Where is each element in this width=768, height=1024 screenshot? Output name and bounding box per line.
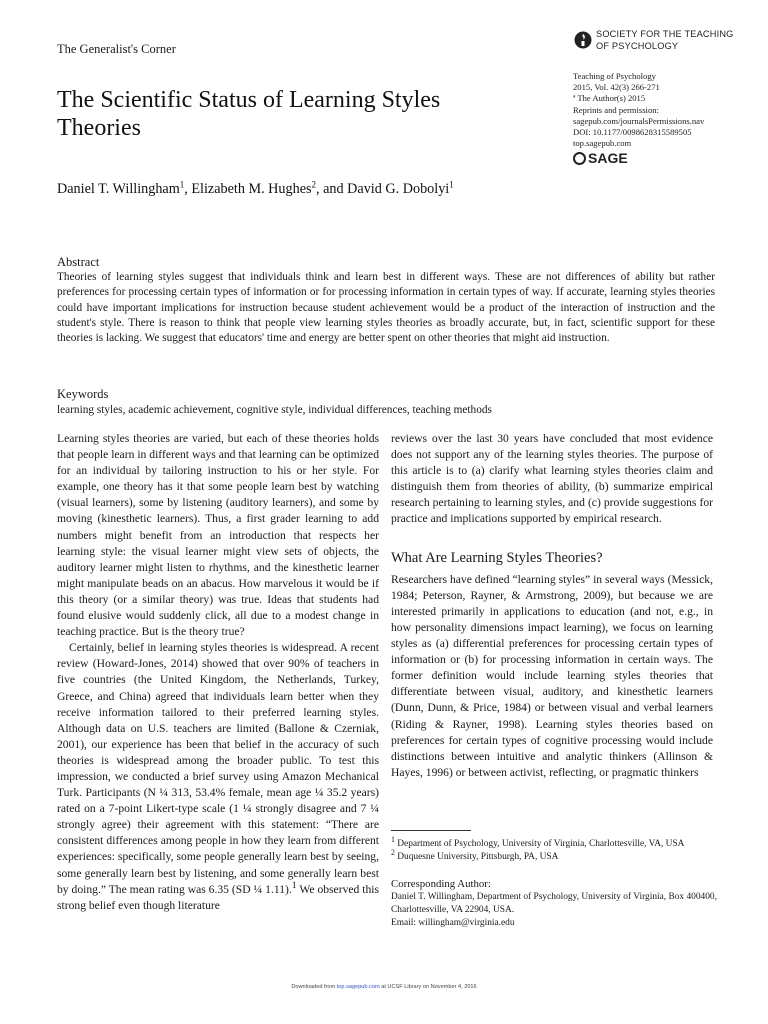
download-suffix: at UCSF Library on November 4, 2016 <box>379 984 477 990</box>
author-name: Daniel T. Willingham <box>57 181 180 197</box>
affiliation-footnotes <box>391 834 721 864</box>
footnote-ref[interactable]: 1 <box>291 879 297 891</box>
body-paragraph: reviews over the last 30 years have concluded that most evidence does not support any of the learning styles theories. The purpose of this article is to (a) clarify what learning styles theories claim and distinguish them from theories of ability, (b) summarize empirical research pertaining to learning styles, and (c) provide suggestions for practice and implications supported by empirical research. <box>391 432 713 526</box>
journal-doi[interactable]: DOI: 10.1177/0098628315589505 <box>573 127 692 138</box>
body-paragraph <box>57 640 379 914</box>
society-logo-block <box>574 28 734 52</box>
journal-info <box>573 71 743 149</box>
keywords-heading: Keywords <box>57 387 109 401</box>
author-separator: , and <box>316 181 348 197</box>
body-paragraph-text: Certainly, belief in learning styles theories is widespread. A recent review (Howard-Jones, 2014) showed that over 90% of teachers in five countries (the United Kingdom, the Netherlands, Turkey, Greece, and China) agreed that individuals learn better when they receive information tailored to their preferred learning styles. Although data on U.S. teachers are limited (Ballone & Czerniak, 2001), our experience has been that belief in the accuracy of such theories is widespread among the broader public. To test this impression, we conducted a brief survey using Amazon Mechanical Turk. Participants (N ¼ 313, 53.4% female, mean age ¼ 35.2 years) rated on a 7-point Likert-type scale (1 ¼ strongly disagree and 7 ¼ strongly agree) their agreement with this statement: “There are consistent differences among people in how they learn from different experiences: specifically, some people generally learn best by seeing, some generally learn best by listening, and some generally learn best by doing.” The mean rating was 6.35 (SD ¼ 1.11). <box>57 641 379 896</box>
torch-icon <box>574 31 592 49</box>
journal-volume: 2015, Vol. 42(3) 266-271 <box>573 82 660 93</box>
journal-reprints: Reprints and permission: <box>573 104 659 115</box>
corresponding-details <box>391 891 721 929</box>
sage-mark-icon <box>573 152 586 165</box>
section-heading: What Are Learning Styles Theories? <box>391 549 603 566</box>
journal-name: Teaching of Psychology <box>573 71 656 81</box>
footnote-number: 1 <box>391 834 395 844</box>
abstract-heading: Abstract <box>57 255 100 269</box>
body-paragraph: Learning styles theories are varied, but each of these theories holds that people learn in different ways and that learning can be optimized for an individual by tailoring instruction to his or her style. For example, one theory has it that some people learn best by watching (visual learners), some by listening (auditory learners), and some by moving (kinesthetic learners). Thus, a first grader learning to add numbers might benefit from an introduction that respects her learning style: the visual learner might view sets of objects, the auditory learner might listen to rhythms, and the kinesthetic learner might manipulate beads on an abacus. How marvelous it would be if this theory (or a similar theory) was true. Ideas that students had found elusive would suddenly click, all due to a modest change in teaching practice. But is the theory true? <box>57 432 379 639</box>
body-paragraph-text: We observed this strong belief even though literature <box>57 882 379 912</box>
society-line-2: OF PSYCHOLOGY <box>596 41 679 51</box>
society-line-1: SOCIETY FOR THE TEACHING <box>596 29 734 39</box>
author-separator: , <box>184 181 192 197</box>
author-affiliation: 2 <box>311 179 317 190</box>
corresponding-email[interactable]: Email: willingham@virginia.edu <box>391 917 515 928</box>
download-prefix: Downloaded from <box>291 984 337 990</box>
section-label: The Generalist's Corner <box>57 42 176 56</box>
footnote-divider <box>391 830 471 831</box>
keywords-text: learning styles, academic achievement, cognitive style, individual differences, teaching methods <box>57 404 492 416</box>
author-name: Elizabeth M. Hughes <box>191 181 312 197</box>
corresponding-address: Daniel T. Willingham, Department of Psychology, University of Virginia, Box 400400, Charlottesville, VA 22904, USA. <box>391 892 717 915</box>
journal-copyright: ª The Author(s) 2015 <box>573 93 646 104</box>
journal-site[interactable]: top.sagepub.com <box>573 138 632 149</box>
download-link[interactable]: top.sagepub.com <box>336 984 380 990</box>
body-right-column <box>391 431 713 781</box>
footnote-2 <box>391 847 721 864</box>
body-left-column <box>57 431 379 914</box>
abstract-text: Theories of learning styles suggest that individuals think and learn best in different ways. These are not differences of ability but rather preferences for processing certain types of information or for processing information in certain types of way. If accurate, learning styles theories could have important implications for instruction because student achievement would be a product of the interaction of instruction and the student's style. There is reason to think that people view learning styles theories as broadly accurate, but, in fact, scientific support for these theories is lacking. We suggest that educators' time and energy are better spent on other theories that might aid instruction. <box>57 271 715 345</box>
corresponding-heading: Corresponding Author: <box>391 878 491 890</box>
body-paragraph: Researchers have defined “learning styles” in several ways (Messick, 1984; Peterson, Rayner, & Armstrong, 2009), but because we are interested primarily in applications to education (and not, e.g., in how personality dimensions impact learning), we focus on learning styles as (a) differential preferences for processing certain types of information or (b) for processing information in certain ways. The former definition would include learning styles theories that differentiate between visual, auditory, and kinesthetic learners (Dunn, Dunn, & Price, 1984) or between visual and verbal learners (Riding & Rayner, 1998). Learning styles theories based on preferences for certain types of cognitive processing would include distinctions between intuitive and analytic thinkers (Allinson & Hayes, 1996) or between activist, reflecting, or pragmatic thinkers <box>391 572 713 779</box>
footnote-number: 2 <box>391 847 395 857</box>
publisher-name: SAGE <box>588 150 628 166</box>
journal-permissions-link[interactable]: sagepub.com/journalsPermissions.nav <box>573 115 705 126</box>
footnote-text: Department of Psychology, University of Virginia, Charlottesville, VA, USA <box>394 839 685 849</box>
sage-logo <box>573 150 628 166</box>
author-affiliation: 1 <box>179 179 185 190</box>
author-affiliation: 1 <box>449 179 454 190</box>
author-list <box>57 181 454 198</box>
footnote-1 <box>391 834 721 851</box>
download-note <box>0 984 768 990</box>
article-title: The Scientific Status of Learning Styles Theories <box>57 87 441 141</box>
footnote-text: Duquesne University, Pittsburgh, PA, USA <box>394 852 559 862</box>
author-name: David G. Dobolyi <box>347 181 450 197</box>
